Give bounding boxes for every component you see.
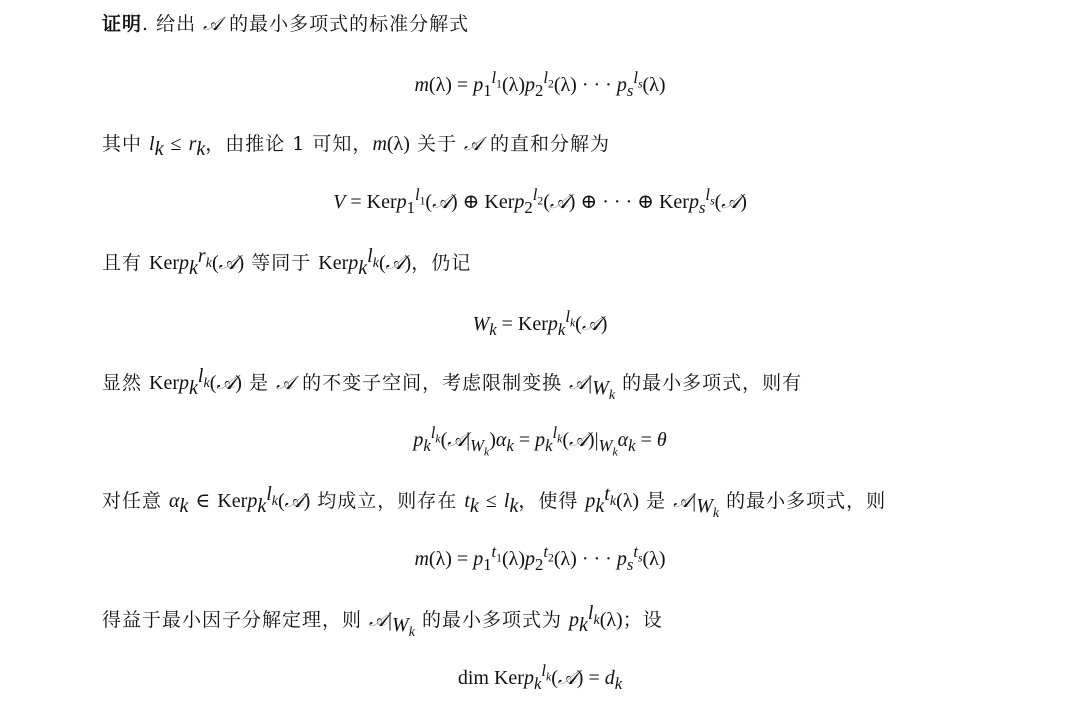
equation-6: dim Kerp$_k^{l_k}$(𝒜) = $d_k$ bbox=[457, 661, 623, 693]
proof-label: 证明 bbox=[102, 13, 143, 35]
equation-2: V = Kerp$_1^{l_1}$(𝒜) ⊕ Kerp$_2^{l_2}$(𝒜) ⊕ · · · ⊕ Kerp$_s^{l_s}$(𝒜) bbox=[333, 185, 747, 217]
equation-1: $m(\lambda) = p_1^{l_1}(\lambda)p_2^{l_2}(\lambda)$ · · · $p_s^{l_s}(\lambda)$ bbox=[414, 68, 666, 100]
text-line-3: 且有 Kerp$_k^{r_k}$(𝒜) 等同于 Kerp$_k^{l_k}$(𝒜)，仍记 bbox=[102, 244, 472, 279]
text-line-5: 对任意 $\alpha_k$ ∈ Kerp$_k^{l_k}$(𝒜) 均成立，则存在 $t_k \le l_k$，使得 $p_k^{t_k}(\lambda)$ 是 $𝒜|_{W_k}$ 的最小多项式，则 bbox=[102, 482, 887, 521]
equation-5: $m(\lambda) = p_1^{t_1}(\lambda)p_2^{t_2}(\lambda)$ · · · $p_s^{t_s}(\lambda)$ bbox=[414, 542, 666, 574]
text-line-6: 得益于最小因子分解定理，则 $𝒜|_{W_k}$ 的最小多项式为 $p_k^{l_k}(\lambda)$；设 bbox=[102, 601, 663, 640]
equation-3: $W_k$ = Kerp$_k^{l_k}$(𝒜) bbox=[472, 307, 608, 339]
text-line-2: 其中 $l_k \le r_k$，由推论 1 可知，m(λ) 关于 𝒜 的直和分解为 bbox=[102, 133, 611, 160]
equation-4: $p_k^{l_k}(𝒜|_{W_k})\alpha_k$ = $p_k^{l_k}(𝒜)|_{W_k}\alpha_k = \theta$ bbox=[413, 423, 667, 459]
proof-intro-line: 证明. 给出 𝒜 的最小多项式的标准分解式 bbox=[102, 13, 470, 35]
text-line-4: 显然 Kerp$_k^{l_k}$(𝒜) 是 𝒜 的不变子空间，考虑限制变换 $𝒜|_{W_k}$ 的最小多项式，则有 bbox=[102, 364, 803, 403]
